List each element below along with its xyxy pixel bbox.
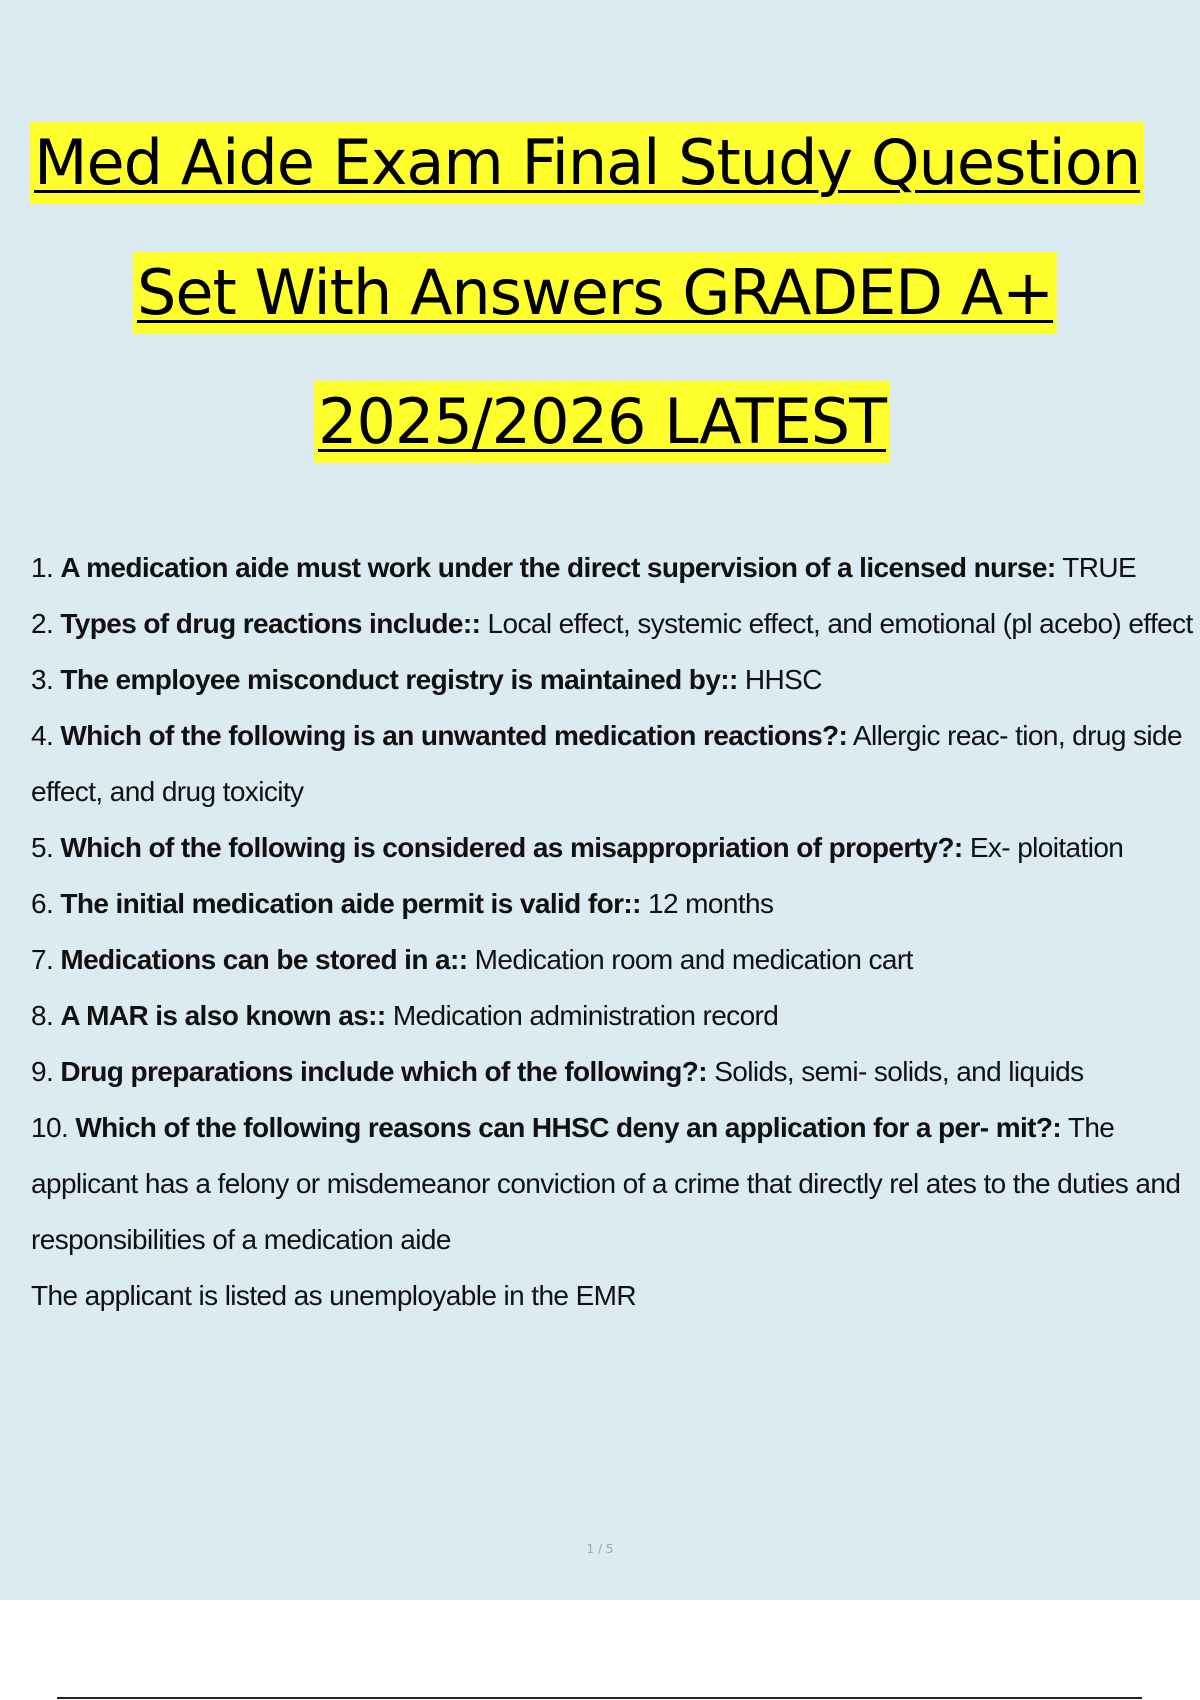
question-text: A MAR is also known as::	[60, 1000, 386, 1031]
answer-text: Local effect, systemic effect, and emotional (pl acebo) effect	[487, 608, 1193, 639]
title-line-1: Med Aide Exam Final Study Question	[30, 122, 1144, 204]
question-item: 7. Medications can be stored in a:: Medication room and medication cart	[31, 944, 913, 975]
question-item: 10. Which of the following reasons can HHSC deny an application for a per- mit?: The applicant has a felony or misdemeanor conviction of a crime that directly rel ates to the duties and responsibilities of a medication aide	[31, 1112, 1181, 1255]
question-text: The initial medication aide permit is valid for::	[60, 888, 641, 919]
question-item: 5. Which of the following is considered as misappropriation of property?: Ex- ploitation	[31, 832, 1124, 863]
question-list	[31, 540, 1200, 1324]
answer-text: The applicant has a felony or misdemeanor conviction of a crime that directly rel ates to the duties and responsibilities of a medication aide	[31, 1112, 1181, 1255]
question-item: 4. Which of the following is an unwanted medication reactions?: Allergic reac- tion, drug side effect, and drug toxicity	[31, 720, 1182, 807]
question-text: Which of the following is considered as misappropriation of property?:	[60, 832, 963, 863]
question-item: 2. Types of drug reactions include:: Local effect, systemic effect, and emotional (pl acebo) effect	[31, 608, 1193, 639]
answer-text: Ex- ploitation	[969, 832, 1124, 863]
question-text: Which of the following reasons can HHSC deny an application for a per- mit?:	[75, 1112, 1062, 1143]
trailing-answer-text: The applicant is listed as unemployable in the EMR	[31, 1280, 637, 1311]
question-item: 9. Drug preparations include which of the following?: Solids, semi- solids, and liquids	[31, 1056, 1084, 1087]
question-item: 1. A medication aide must work under the direct supervision of a licensed nurse: TRUE	[31, 552, 1137, 583]
answer-text: TRUE	[1062, 552, 1137, 583]
bottom-divider	[57, 1697, 1142, 1699]
question-text: The employee misconduct registry is maintained by::	[60, 664, 738, 695]
title-line-3: 2025/2026 LATEST	[314, 381, 890, 463]
answer-text: Medication administration record	[392, 1000, 779, 1031]
question-text: A medication aide must work under the direct supervision of a licensed nurse:	[60, 552, 1056, 583]
question-text: Types of drug reactions include::	[60, 608, 481, 639]
answer-text: Medication room and medication cart	[474, 944, 913, 975]
question-text: Drug preparations include which of the following?:	[60, 1056, 708, 1087]
question-item: 8. A MAR is also known as:: Medication administration record	[31, 1000, 779, 1031]
answer-text: Solids, semi- solids, and liquids	[714, 1056, 1084, 1087]
page-number: 1 / 5	[586, 1542, 614, 1556]
question-item: 6. The initial medication aide permit is valid for:: 12 months	[31, 888, 774, 919]
question-text: Medications can be stored in a::	[60, 944, 468, 975]
answer-text: HHSC	[744, 664, 822, 695]
question-item: 3. The employee misconduct registry is maintained by:: HHSC	[31, 664, 822, 695]
title-line-2: Set With Answers GRADED A+	[133, 252, 1057, 334]
answer-text: Allergic reac- tion, drug side effect, and drug toxicity	[31, 720, 1182, 807]
answer-text: 12 months	[648, 888, 774, 919]
question-text: Which of the following is an unwanted medication reactions?:	[60, 720, 848, 751]
